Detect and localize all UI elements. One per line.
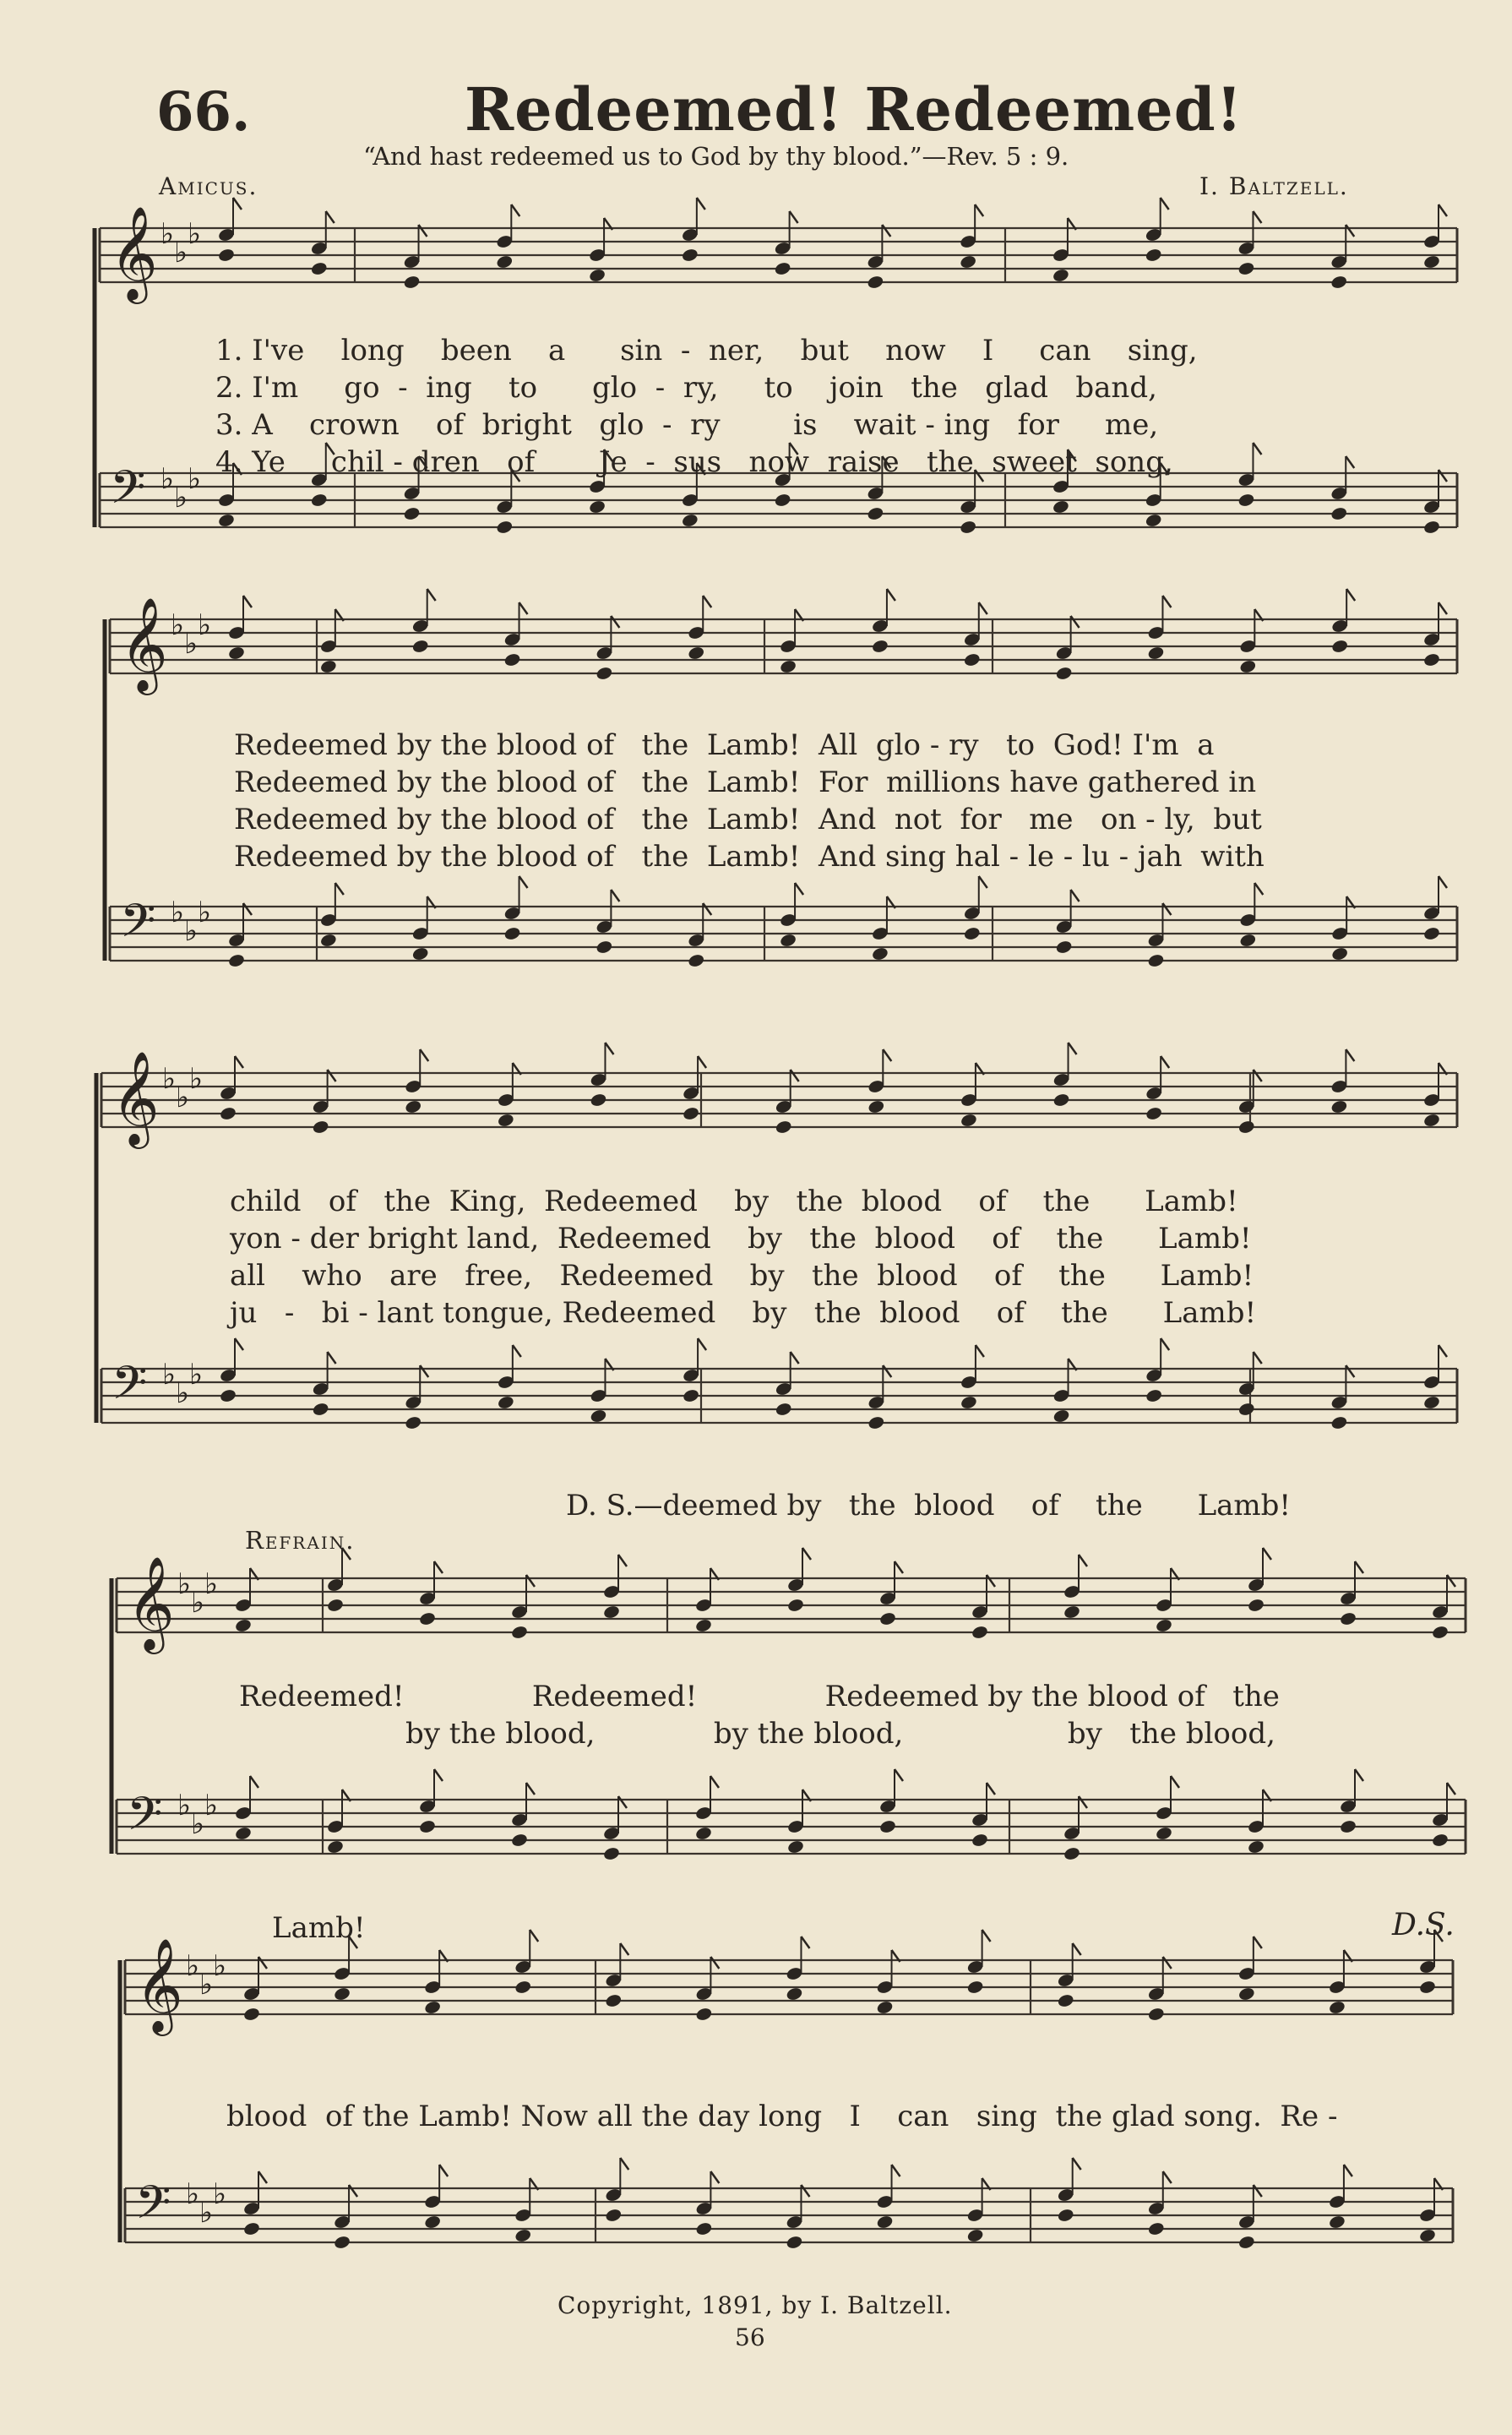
svg-text:𝄞: 𝄞 (111, 1050, 160, 1145)
svg-text:♭: ♭ (188, 462, 202, 496)
verse-2-line-1: 2. I'm go - ing to glo - ry, to join the glad band, (215, 371, 1157, 405)
svg-text:𝄞: 𝄞 (110, 205, 158, 300)
hymn-number: 66. (156, 80, 251, 144)
svg-text:𝄞: 𝄞 (120, 596, 168, 691)
verse-1-line-3: child of the King, Redeemed by the blood of the Lamb! (230, 1185, 1238, 1218)
svg-text:♭: ♭ (204, 1789, 219, 1822)
svg-text:♭: ♭ (162, 1358, 177, 1392)
svg-text:♭: ♭ (171, 896, 185, 929)
svg-text:♭: ♭ (160, 217, 175, 251)
svg-text:𝄞: 𝄞 (135, 1937, 183, 2032)
tune-name: Amicus. (159, 172, 258, 200)
svg-text:𝄢: 𝄢 (111, 1356, 148, 1421)
svg-text:𝄢: 𝄢 (120, 894, 156, 959)
svg-text:♭: ♭ (189, 1062, 204, 1096)
ds-mark: D.S. (1392, 1908, 1455, 1942)
svg-text:♭: ♭ (177, 1567, 192, 1601)
svg-text:♭: ♭ (198, 896, 212, 929)
verse-2-line-2: Redeemed by the blood of the Lamb! For millions have gathered in (234, 765, 1257, 799)
svg-text:♭: ♭ (198, 608, 212, 642)
svg-text:♭: ♭ (186, 1949, 200, 1983)
svg-text:♭: ♭ (176, 1081, 190, 1114)
verse-4-line-1: 4. Ye chil - dren of Je - sus now raise the sweet song, (215, 445, 1173, 479)
refrain-line-2: blood of the Lamb! Now all the day long I can sing the glad song. Re - (226, 2100, 1338, 2133)
svg-text:♭: ♭ (177, 1789, 192, 1822)
svg-text:♭: ♭ (191, 1586, 205, 1620)
verse-4-line-2: Redeemed by the blood of the Lamb! And sing hal - le - lu - jah with (234, 840, 1265, 874)
svg-text:♭: ♭ (171, 608, 185, 642)
svg-text:♭: ♭ (174, 236, 188, 270)
svg-text:♭: ♭ (204, 1567, 219, 1601)
epigraph: “And hast redeemed us to God by thy blood.”—Rev. 5 : 9. (363, 142, 1069, 171)
refrain-line-1-bass: by the blood, by the blood, by the blood, (405, 1717, 1275, 1751)
svg-text:♭: ♭ (188, 217, 202, 251)
svg-text:♭: ♭ (174, 481, 188, 515)
page-number: 56 (735, 2323, 765, 2351)
svg-text:𝄢: 𝄢 (110, 460, 146, 526)
svg-text:♭: ♭ (160, 462, 175, 496)
copyright: Copyright, 1891, by I. Baltzell. (557, 2291, 953, 2319)
svg-text:♭: ♭ (184, 627, 199, 661)
verse-3-line-1: 3. A crown of bright glo - ry is wait - ing for me, (215, 408, 1159, 442)
svg-text:𝄢: 𝄢 (127, 1787, 163, 1852)
svg-text:♭: ♭ (199, 1968, 214, 2002)
hymn-title: Redeemed! Redeemed! (465, 74, 1243, 144)
verse-1-line-1: 1. I've long been a sin - ner, but now I can sing, (215, 334, 1198, 368)
verse-2-line-3: yon - der bright land, Redeemed by the blood of the Lamb! (230, 1222, 1252, 1256)
svg-text:♭: ♭ (184, 914, 199, 948)
svg-text:♭: ♭ (213, 2177, 227, 2211)
refrain-label: Refrain. (245, 1526, 356, 1555)
svg-text:♭: ♭ (213, 1949, 227, 1983)
svg-text:𝄞: 𝄞 (127, 1555, 175, 1650)
verse-3-line-2: Redeemed by the blood of the Lamb! And not for me on - ly, but (234, 803, 1262, 836)
svg-text:♭: ♭ (162, 1062, 177, 1096)
svg-text:♭: ♭ (191, 1807, 205, 1841)
ds-lyric-line: D. S.—deemed by the blood of the Lamb! (566, 1489, 1292, 1523)
svg-text:♭: ♭ (176, 1376, 190, 1410)
refrain-line-1: Redeemed! Redeemed! Redeemed by the blood of the (239, 1680, 1280, 1713)
verse-3-line-3: all who are free, Redeemed by the blood of the Lamb! (230, 1259, 1254, 1293)
svg-text:♭: ♭ (189, 1358, 204, 1392)
composer: I. Baltzell. (1199, 172, 1349, 200)
refrain-line-2-top: Lamb! (272, 1911, 366, 1945)
svg-text:♭: ♭ (199, 2196, 214, 2230)
svg-text:𝄢: 𝄢 (135, 2176, 171, 2241)
verse-4-line-3: ju - bi - lant tongue, Redeemed by the blood of the Lamb! (230, 1296, 1257, 1330)
svg-text:♭: ♭ (186, 2177, 200, 2211)
verse-1-line-2: Redeemed by the blood of the Lamb! All glo - ry to God! I'm a (234, 728, 1215, 762)
